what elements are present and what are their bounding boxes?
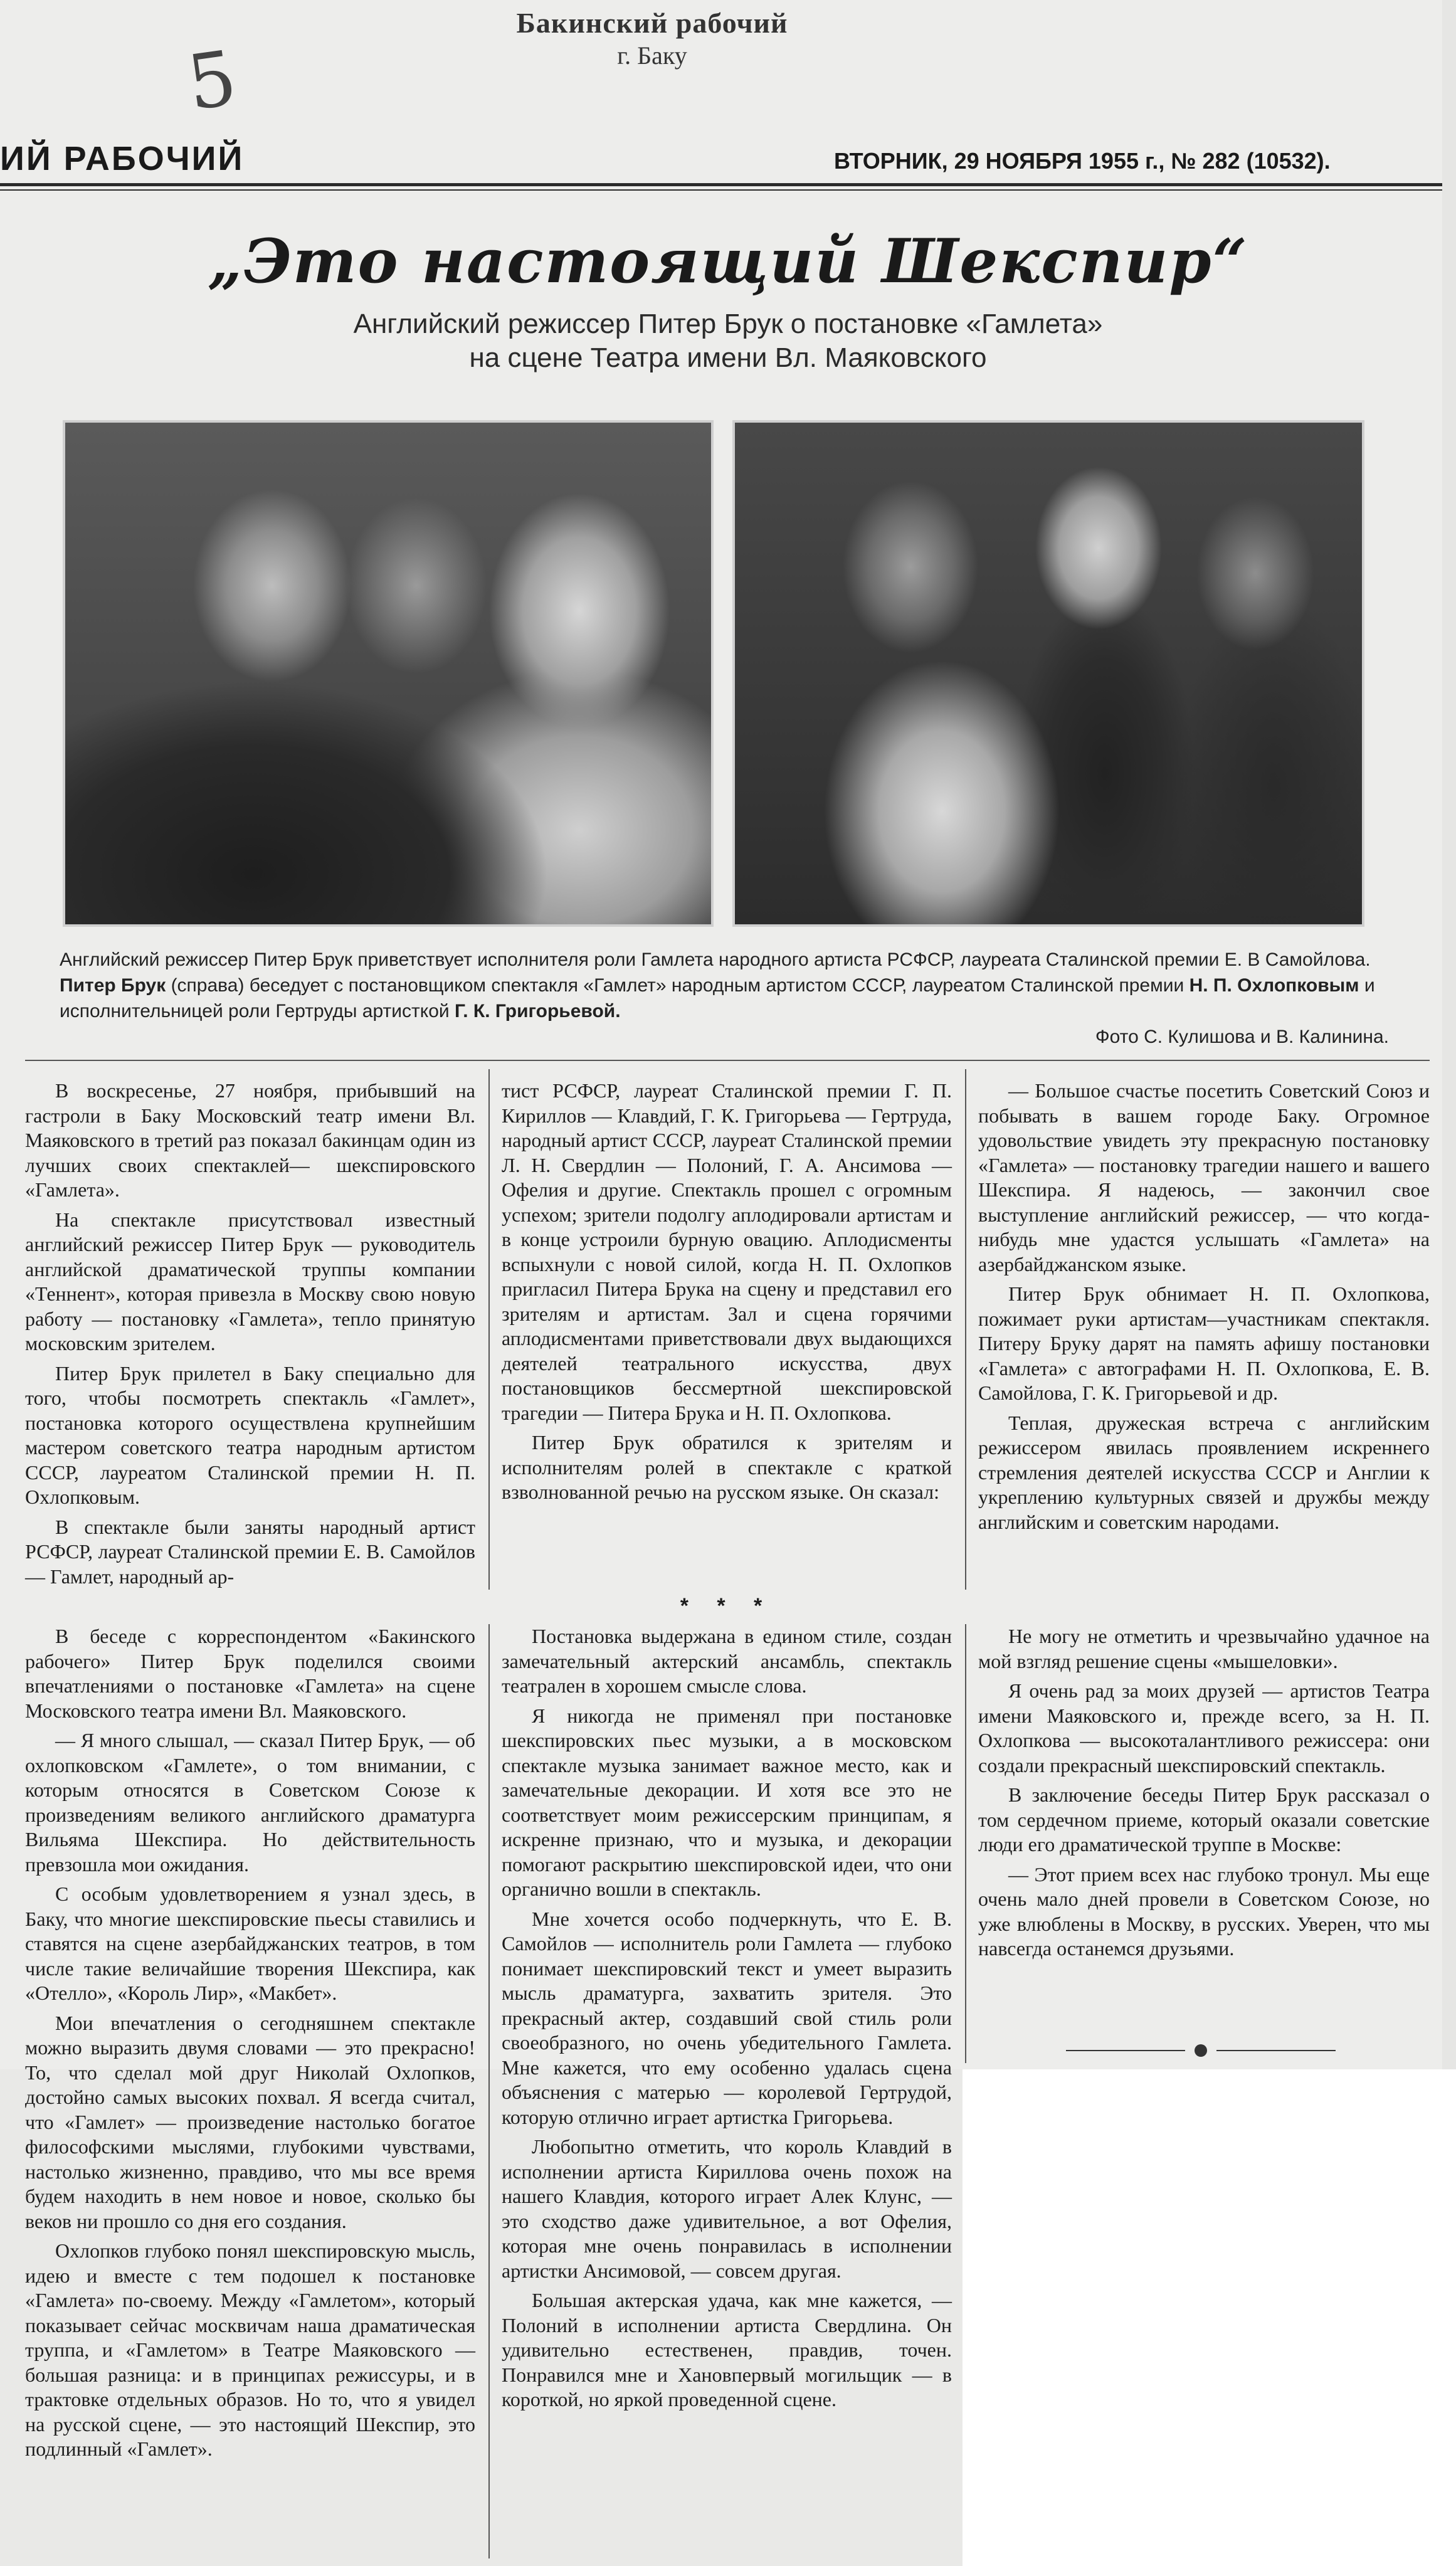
caption-text-1: Английский режиссер Питер Брук приветствует исполнителя роли Гамлета народного артиста РСФСР, лауреата Сталинской премии Е. В Самойлова. [60,949,1371,970]
paragraph: Мои впечатления о сегодняшнем спектакле можно выразить двумя словами — это прекрасно! То, что сделал мой друг Николай Охлопков, достойно самых высоких похвал. Я всегда считал, что «Гамлет» — произведение настолько богатое философскими мыслями, глубокими чувствами, настолько жизненно, правдиво, что мы все время будем находить в нем новое и новое, сколько бы веков ни прошло со дня его создания. [25,2011,475,2232]
blank-background [963,2069,1456,2566]
paragraph: — Я много слышал, — сказал Питер Брук, — об охлопковском «Гамлете», о том внимании, с которым относятся в Советском Союзе к произведениям великого английского драматурга Вильяма Шекспира. Но действительность превзошла мои ожидания. [25,1729,475,1876]
paragraph: В заключение беседы Питер Брук рассказал о том сердечном приеме, который оказали советские люди его драматической труппе в Москве: [978,1783,1430,1856]
end-mark-line-left [1066,2050,1185,2051]
paragraph: Не могу не отметить и чрезвычайно удачное на мой взгляд решение сцены «мышеловки». [978,1625,1430,1672]
caption-bold-2: Н. П. Охлопковым [1189,975,1359,996]
column-rule-2 [965,1069,966,1590]
article-end-mark [1066,2044,1342,2057]
library-stamp [489,6,815,70]
paragraph: Питер Брук обнимает Н. П. Охлопкова, пожимает руки артистам—участникам спектакля. Питеру Бруку дарят на память афишу постановки «Гамлета» с автографами Н. П. Охлопкова, Е. В. Самойлова, Г. К. Григорьевой и др. [978,1282,1430,1404]
paragraph: В спектакле были заняты народный артист РСФСР, лауреат Сталинской премии Е. В. Самойлов — Гамлет, народный ар- [25,1515,475,1588]
photo-brook-greets-samoilov [63,420,714,927]
masthead-dateline: ВТОРНИК, 29 НОЯБРЯ 1955 г., № 282 (10532). [834,148,1331,174]
column-rule-1 [488,1069,490,1590]
masthead-rule-thin [0,189,1442,191]
paragraph: тист РСФСР, лауреат Сталинской премии Г. П. Кириллов — Клавдий, Г. К. Григорьева — Гертруда, народный артист СССР, лауреат Сталинской премии Л. Н. Свердлин — Полоний, Г. А. Ансимова — Офелия и другие. Спектакль прошел с огромным успехом; зрители подолгу аплодировали артистам и в конце устроили бурную овацию. Аплодисменты вспыхнули с новой силой, когда Н. П. Охлопков пригласил Питера Брука на сцену и представил его зрителям и артистам. Зал и сцена горячими аплодисментами приветствовали двух выдающихся деятелей театрального искусства, двух постановщиков бессмертной шекспировской трагедии — Питера Брука и Н. П. Охлопкова. [502,1079,952,1424]
column-rule-4 [965,1624,966,2063]
paragraph: Питер Брук прилетел в Баку специально для того, чтобы посмотреть спектакль «Гамлет», постановка которого осуществлена крупнейшим мастером советского театра народным артистом СССР, лауреатом Сталинской премии Н. П. Охлопковым. [25,1361,475,1508]
paragraph: Постановка выдержана в едином стиле, создан замечательный актерский ансамбль, спектакль театрален в хорошем смысле слова. [502,1625,952,1697]
paragraph: Я никогда не применял при постановке шекспировских пьес музыки, а в московском спектакле музыка занимает важное место, как и замечательные декорации. И хотя все это не соответствует моим режиссерским принципам, я искренне признаю, что и музыка, и декорации помогают раскрытию шекспировской идеи, что они органично вошли в спектакль. [502,1704,952,1900]
paragraph: Охлопков глубоко понял шекспировскую мысль, идею и вместе с тем подошел к постановке «Гамлета» по-своему. Между «Гамлетом», который показывает сейчас москвичам наша драматическая труппа, и «Гамлетом» в Театре Маяковского — большая разница: и в принципах режиссуры, и в трактовке отдельных образов. Но то, что я увидел на русской сцене, — это настоящий Шекспир, это подлинный «Гамлет». [25,2239,475,2460]
caption-text-3: и исполнительницей роли Гертруды артисткой [60,975,1375,1022]
paragraph: В беседе с корреспондентом «Бакинского рабочего» Питер Брук поделился своими впечатлениями о постановке «Гамлета» на сцене Московского театра имени Вл. Маяковского. [25,1625,475,1722]
section-separator: * * * [680,1594,774,1618]
article-headline: „Это настоящий Шекспир“ [208,226,1248,297]
article-subhead [0,307,1456,375]
caption-bold-3: Г. К. Григорьевой. [454,1001,621,1022]
masthead-title: ИЙ РАБОЧИЙ [0,140,245,177]
paragraph: Любопытно отметить, что король Клавдий в исполнении артиста Кириллова очень похож на нашего Клавдия, которого играет Алек Клунс, — это сходство даже удивительное, а вот Офелия, которая мне очень понравилась в исполнении артистки Ансимовой, — совсем другая. [502,2135,952,2282]
paragraph: — Большое счастье посетить Советский Союз и побывать в вашем городе Баку. Огромное удовольствие увидеть эту прекрасную постановку «Гамлета» — постановку трагедии нашего и вашего Шекспира. Я надеюсь, — закончил свое выступление английский режиссер, — что когда-нибудь мне удастся услышать «Гамлета» на азербайджанском языке. [978,1079,1430,1275]
subhead-line-2: на сцене Театра имени Вл. Маяковского [469,342,987,373]
paragraph: На спектакле присутствовал известный английский режиссер Питер Брук — руководитель английской драматической труппы компании «Теннент», которая привезла в Москву свою новую работу — постановку «Гамлета», тепло принятую московским зрителем. [25,1208,475,1354]
end-mark-dot [1195,2044,1207,2057]
paragraph: С особым удовлетворением я узнал здесь, в Баку, что многие шекспировские пьесы ставились и ставятся на сцене азербайджанских театров, в том числе такие величайшие творения Шекспира, как «Отелло», «Король Лир», «Макбет». [25,1882,475,2004]
caption-text-2: (справа) беседует с постановщиком спектакля «Гамлет» народным артистом СССР, лауреатом Сталинской премии [166,975,1190,996]
article-column-3 [978,1079,1430,1539]
article-column-5 [502,1624,952,2417]
paragraph: Мне хочется особо подчеркнуть, что Е. В. Самойлов — исполнитель роли Гамлета — глубоко понимает шекспировский текст и умеет выразить мысль драматурга, захватить зрителя. Это прекрасный актер, создавший свой стиль роли своеобразного, но очень убедительного Гамлета. Мне кажется, что ему особенно удалась сцена объяснения с матерью — королевой Гертрудой, которую отлично играет артистка Григорьева. [502,1907,952,2128]
paragraph: Большая актерская удача, как мне кажется, — Полоний в исполнении артиста Свердлина. Он удивительно естественен, правдив, точен. Понравился мне и Хановпервый могильщик — в короткой, но яркой проведенной сцене. [502,2289,952,2410]
paragraph: Питер Брук обратился к зрителям и исполнителям ролей в спектакле с краткой взволнованной речью на русском языке. Он сказал: [502,1431,952,1503]
subhead-line-1: Английский режиссер Питер Брук о постановке «Гамлета» [353,309,1103,339]
stamp-line-2: г. Баку [617,41,687,70]
paragraph: Теплая, дружеская встреча с английским режиссером явилась проявлением искреннего стремления деятелей искусства СССР и Англии к укреплению культурных связей и дружбы между английским и советским народами. [978,1411,1430,1533]
paragraph: В воскресенье, 27 ноября, прибывший на гастроли в Баку Московский театр имени Вл. Маяковского в третий раз показал бакинцам один из лучших своих спектаклей— шекспировского «Гамлета». [25,1079,475,1201]
caption-divider [25,1060,1430,1061]
paragraph: Я очень рад за моих друзей — артистов Театра имени Маяковского и, прежде всего, за Н. П. Охлопкова — высокоталантливого режиссера: они создали прекрасный шекспировский спектакль. [978,1679,1430,1777]
caption-bold-1: Питер Брук [60,975,166,996]
article-column-6 [978,1624,1430,1967]
pencil-mark: 5 [182,34,242,128]
paragraph: — Этот прием всех нас глубоко тронул. Мы еще очень мало дней провели в Советском Союзе, но уже влюблены в Москву, в русских. Уверен, что мы навсегда останемся друзьями. [978,1862,1430,1960]
end-mark-line-right [1216,2050,1336,2051]
masthead-rule [0,183,1442,186]
column-rule-3 [488,1624,490,2558]
article-column-4 [25,1624,475,2467]
photo-brook-talks-okhlopkov [732,420,1364,927]
stamp-line-1: Бакинский рабочий [516,7,788,39]
article-column-2 [502,1079,952,1510]
photo-caption [60,947,1389,1050]
article-column-1 [25,1079,475,1594]
photo-credit: Фото С. Кулишова и В. Калинина. [1095,1027,1389,1047]
